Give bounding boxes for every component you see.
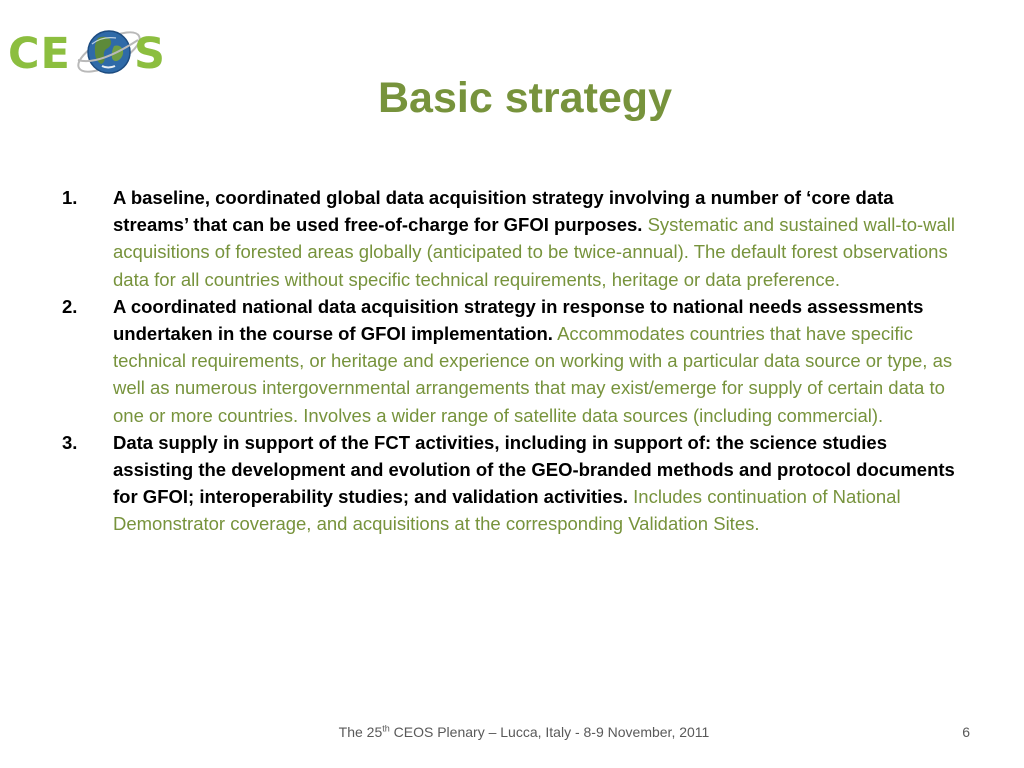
slide-title: Basic strategy	[378, 74, 672, 122]
item-heading: A baseline, coordinated global data acquisition strategy involving a number of ‘core data streams’ that can be used free-of-charge for GFOI purposes.	[113, 187, 894, 236]
page-number: 6	[962, 724, 970, 740]
logo-text-right: S	[134, 29, 166, 79]
item-description: Includes continuation of National Demonstrator coverage, and acquisitions at the corresponding Validation Sites.	[113, 486, 901, 535]
footer-suffix: CEOS Plenary – Lucca, Italy - 8-9 November, 2011	[389, 724, 710, 740]
item-number: 1.	[62, 187, 78, 208]
footer-superscript: th	[382, 723, 390, 734]
item-heading: Data supply in support of the FCT activities, including in support of: the science studies assisting the development and evolution of the GEO-branded methods and protocol documents for GFOI; interoperability studies; and validation activities.	[113, 431, 955, 508]
list-item	[62, 184, 962, 293]
item-description: Systematic and sustained wall-to-wall acquisitions of forested areas globally (anticipated to be twice-annual). The default forest observations data for all countries without specific technical requirements, heritage or data preference.	[113, 214, 956, 290]
item-number: 3.	[62, 431, 78, 453]
slide-footer	[0, 721, 1024, 743]
footer-prefix: The 25	[338, 724, 383, 740]
item-description: Accommodates countries that have specific technical requirements, or heritage and experience on working with a particular data source or type, as well as numerous intergovernmental arrangements that may exist/emerge for supply of certain data to one or more countries. Involves a wider range of satellite data sources (including commercial).	[113, 323, 953, 426]
list-item	[62, 429, 962, 538]
item-body	[113, 184, 962, 293]
strategy-list	[62, 184, 962, 538]
logo-text-left: CE	[8, 29, 71, 79]
item-body	[113, 293, 962, 429]
item-heading: A coordinated national data acquisition strategy in response to national needs assessments undertaken in the course of GFOI implementation.	[113, 295, 924, 345]
item-number: 2.	[62, 295, 78, 317]
item-body	[113, 429, 962, 538]
list-item	[62, 293, 962, 429]
